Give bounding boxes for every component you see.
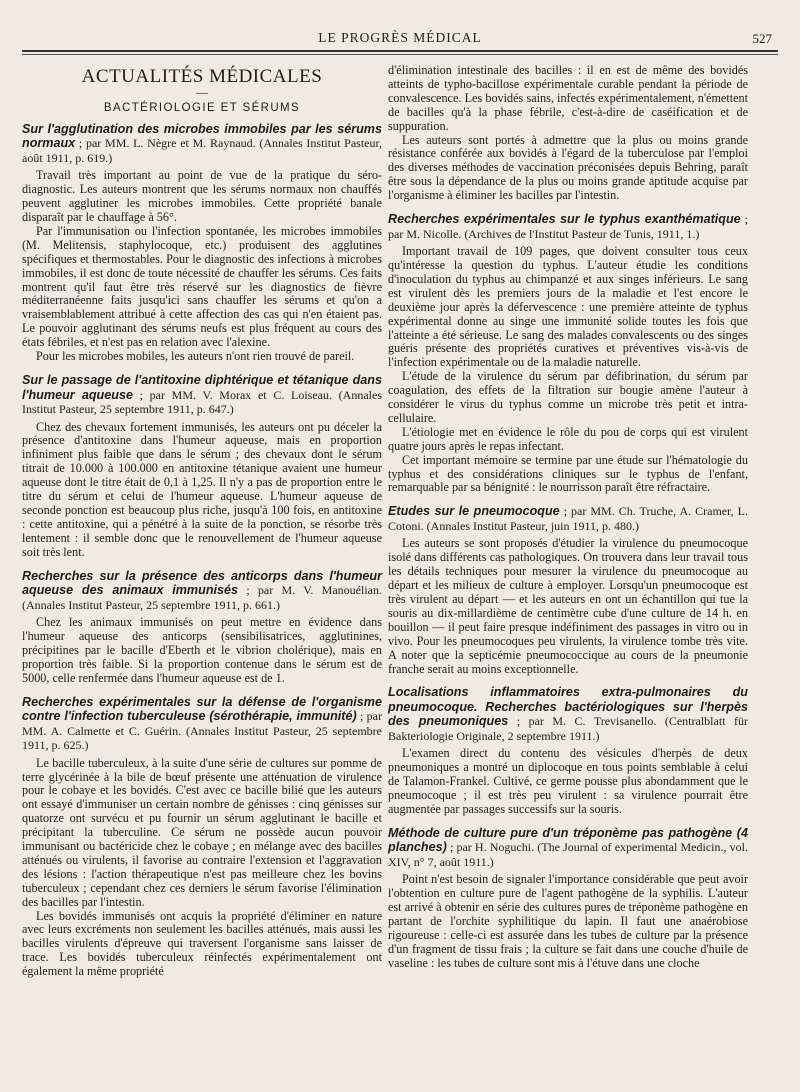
article-paragraph: Point n'est besoin de signaler l'importance considérable que peut avoir l'obtention en culture pure de l'agent pathogène de la syphilis. L'auteur est arrivé à obtenir en série des cultures pures de tréponème pathogène en partant de l'orchite syphilitique du lapin. Il faut une anaérobiose rigoureuse : celle-ci est assurée dans les tubes de culture par la présence d'un fragment de tissu frais ; la culture se fait dans une couche d'huile de vaseline : les tubes de culture sont mis à l'étuve dans une cloche — [388, 872, 748, 970]
article-paragraph: Travail très important au point de vue de la pratique du séro-diagnostic. Les auteurs montrent que les sérums normaux non chauffés peuvent agglutiner les microbes immobiles. Cette propriété banale disparaît par le chauffage à 56°. — [22, 168, 382, 225]
article-paragraph: Pour les microbes mobiles, les auteurs n'ont rien trouvé de pareil. — [36, 349, 355, 364]
header-rule-thin — [22, 54, 778, 55]
article-paragraph: L'étude de la virulence du sérum par défibrination, du sérum par coagulation, des effets de la filtration sur bougie amène l'auteur à considérer le virus du typhus comme un microbe très petit et intra-cellulaire. — [388, 369, 748, 425]
left-column — [22, 64, 382, 979]
article-heading — [22, 569, 382, 613]
article-paragraph: d'élimination intestinale des bacilles : il en est de même des bovidés atteints de typho-bacillose expérimentale curable pendant la période de convalescence. Les bovidés sains, infectés expérimentalement, n'émettent de bacilles qu'à la phase fébrile, c'est-à-dire de caséification et de suppuration. — [388, 63, 748, 133]
article-title: Recherches expérimentales sur le typhus exanthématique — [388, 212, 741, 227]
article-paragraph: Les auteurs se sont proposés d'étudier la virulence du pneumocoque isolé dans différents cas pathologiques. On trouvera dans leur travail tous les détails techniques pour mesurer la virulence du pneumocoque au départ et les milieux de culture à employer. Lorsqu'un pneumocoque est très virulent au départ — et les auteurs en ont un échantillon qui tue la souris au dix-millardième de centimètre cube d'une culture de 14 h. en bouillon — il peut faire presque indéfiniment des passages in vitro ou in vivo. Pour les pneumocoques peu virulents, la virulence tombe très vite. A noter que la septicémie pneumococcique au cours de la pneumonie franche serait au moins exceptionnelle. — [388, 536, 748, 676]
page-number: 527 — [752, 31, 772, 46]
header-rule — [22, 50, 778, 52]
article-heading — [22, 373, 382, 417]
article-title: Etudes sur le pneumocoque — [388, 504, 560, 519]
article-paragraph: Les bovidés immunisés ont acquis la propriété d'éliminer en nature avec leurs excréments non seulement les bacilles atténués, mais aussi les bacilles virulents d'épreuve qui traversent l'organisme sans laisser de trace. Les bovidés tuberculeux réinfectés expérimentalement ont également la même propriété — [22, 908, 382, 979]
article-heading — [22, 122, 382, 166]
article-paragraph: L'examen direct du contenu des vésicules d'herpès de deux pneumoniques a montré un diplocoque en tous points semblable à celui de Talamon-Frankel. Cultivé, ce germe pousse plus abondamment que le pneumocoque ; il est très peu virulent : sa virulence pourrait être augmentée par passages successifs sur la souris. — [388, 746, 748, 817]
article-heading — [388, 685, 748, 743]
article-reference: ; par MM. Ch. Truche, A. Cramer, L. Cotoni. (Annales Institut Pasteur, juin 1911, p. 480.) — [388, 504, 748, 533]
article-heading — [22, 695, 382, 753]
right-column — [388, 64, 748, 971]
article-title: Recherches sur la présence des anticorps dans l'humeur aqueuse des animaux immunisés — [22, 568, 382, 598]
article-paragraph: Important travail de 109 pages, que doivent consulter tous ceux qu'intéresse la question du typhus. L'auteur étudie les conditions d'inoculation du typhus au chimpanzé et aux singes inférieurs. Le sang est virulent dès les premiers jours de la maladie et l'est encore le deuxième jour après la défervescence : une première atteinte de typhus expérimental donne au singe une immunité solide toutes les fois que l'atteinte a été sérieuse. Le sang des malades convalescents ou des singes guéris présente des propriétés curatives et préventives vis-à-vis de l'infection expérimentale ou de la maladie naturelle. — [388, 244, 748, 370]
section-title: ACTUALITÉS MÉDICALES — [81, 66, 323, 87]
article-paragraph: Cet important mémoire se termine par une étude sur l'hématologie du typhus et des considérations cliniques sur le typhus de l'enfant, remarquable par sa bénignité : le nourrisson paraît être réfractaire. — [388, 452, 748, 495]
section-dash: — — [196, 84, 208, 99]
article-reference: ; par MM. A. Calmette et C. Guérin. (Annales Institut Pasteur, 25 septembre 1911, p. 625.) — [22, 709, 382, 753]
article-paragraph: Le bacille tuberculeux, à la suite d'une série de cultures sur pomme de terre glycérinée à la bile de bœuf présente une atténuation de virulence pour le cobaye et les bovidés. C'est avec ce bacille bilié que les auteurs ont essayé d'immuniser un certain nombre de génisses : cinq génisses sur quatorze ont survécu et pu fournir un sérum agglutinant le bacille et précipitant la tuberculine. Ce sérum ne possède aucun pouvoir immunisant ou bactéricide chez le cobaye ; en mélange avec des bacilles atténués ou virulents, il favorise au contraire l'extension et l'aggravation des lésions : l'action thérapeutique n'est pas meilleure chez les bovins tuberculeux ; cependant chez ces derniers le sérum favorise l'élimination des bacilles par l'intestin. — [22, 755, 382, 909]
article-heading — [388, 826, 748, 870]
article-reference: ; par H. Noguchi. (The Journal of experimental Medicin., vol. XIV, n° 7, août 1911.) — [388, 840, 748, 869]
article-title: Sur le passage de l'antitoxine diphtérique et tétanique dans l'humeur aqueuse — [22, 373, 382, 402]
article-reference: ; par M. C. Trevisanello. (Centralblatt für Bakteriologie Originale, 2 septembre 1911.) — [388, 714, 748, 743]
article-paragraph: Les auteurs sont portés à admettre que la plus ou moins grande résistance conférée aux bovidés à l'égard de la tuberculose par l'emploi des diverses méthodes de vaccination préconisées depuis Behring, paraît être sous la dépendance de la plus ou moins grande aptitude acquise par l'organisme à éliminer les bacilles par l'intestin. — [388, 132, 748, 203]
article-paragraph: Par l'immunisation ou l'infection spontanée, les microbes immobiles (M. Melitensis, staphylocoque, etc.) produisent des agglutines spécifiques et thermostables. Pour le diagnostic des infections à microbes immobiles, il est donc de toute nécessité de chauffer les sérums. Ces faits montrent qu'il faut être très réservé sur les diagnostics de fièvre méditerranéenne faits jusqu'ici sans chauffer les sérums et qu'on a vraisemblablement attribué à cette affection des cas qui n'en étaient pas. Le pouvoir agglutinant des sérums neufs est plus fréquent au cours des états fébriles, et n'est pas en relation avec l'alexine. — [22, 223, 382, 350]
article-heading — [388, 504, 748, 533]
article-title: Méthode de culture pure d'un tréponème pas pathogène (4 planches) — [388, 825, 748, 855]
article-reference: ; par MM. L. Nègre et M. Raynaud. (Annales Institut Pasteur, août 1911, p. 619.) — [22, 136, 382, 165]
article-heading — [388, 212, 748, 241]
article-reference: ; par MM. V. Morax et C. Loiseau. (Annales Institut Pasteur, 25 septembre 1911, p. 647.) — [22, 387, 383, 416]
article-reference: ; par M. Nicolle. (Archives de l'Institut Pasteur de Tunis, 1911, 1.) — [388, 212, 748, 241]
running-header — [22, 28, 778, 48]
article-reference: ; par M. V. Manouélian. (Annales Institut Pasteur, 25 septembre 1911, p. 661.) — [22, 583, 382, 612]
article-title: Sur l'agglutination des microbes immobiles par les sérums normaux — [22, 121, 382, 151]
article-paragraph: L'étiologie met en évidence le rôle du pou de corps qui est virulent quatre jours après le repas infectant. — [388, 424, 748, 453]
article-title: Localisations inflammatoires extra-pulmonaires du pneumocoque. Recherches bactériologiques sur l'herpès des pneumoniques — [388, 685, 748, 729]
article-paragraph: Chez des chevaux fortement immunisés, les auteurs ont pu déceler la présence d'antitoxine dans l'humeur aqueuse, mais en proportion infiniment plus faible que dans le sérum ; des chevaux dont le sérum titrait de 10.000 à 100.000 en antitoxine tétanique avaient une humeur aqueuse dont le titre était de 0,1 à 1,25. Il n'y a pas de proportion entre le titre du sérum et celui de l'humeur aqueuse. L'humeur aqueuse de seconde ponction est beaucoup plus riche, jusqu'à 100 fois, en antitoxine : cette antitoxine, qui a pénétré à la suite de la ponction, se résorbe très lentement : il semble donc que le renouvellement de l'humeur aqueuse soit très lent. — [22, 419, 382, 559]
section-subtitle: BACTÉRIOLOGIE ET SÉRUMS — [103, 101, 301, 114]
article-title: Recherches expérimentales sur la défense de l'organisme contre l'infection tuberculeuse (sérothérapie, immunité) — [22, 694, 382, 724]
article-paragraph: Chez les animaux immunisés on peut mettre en évidence dans l'humeur aqueuse des anticorps (sensibilisatrices, agglutinines, précipitines par le bacille d'Eberth et le vibrion cholérique), mais en proportion très faible. Si la proportion contenue dans le sérum est de 5000, celle renfermée dans l'humeur aqueuse est de 1. — [22, 615, 382, 685]
running-title: LE PROGRÈS MÉDICAL — [318, 30, 482, 45]
